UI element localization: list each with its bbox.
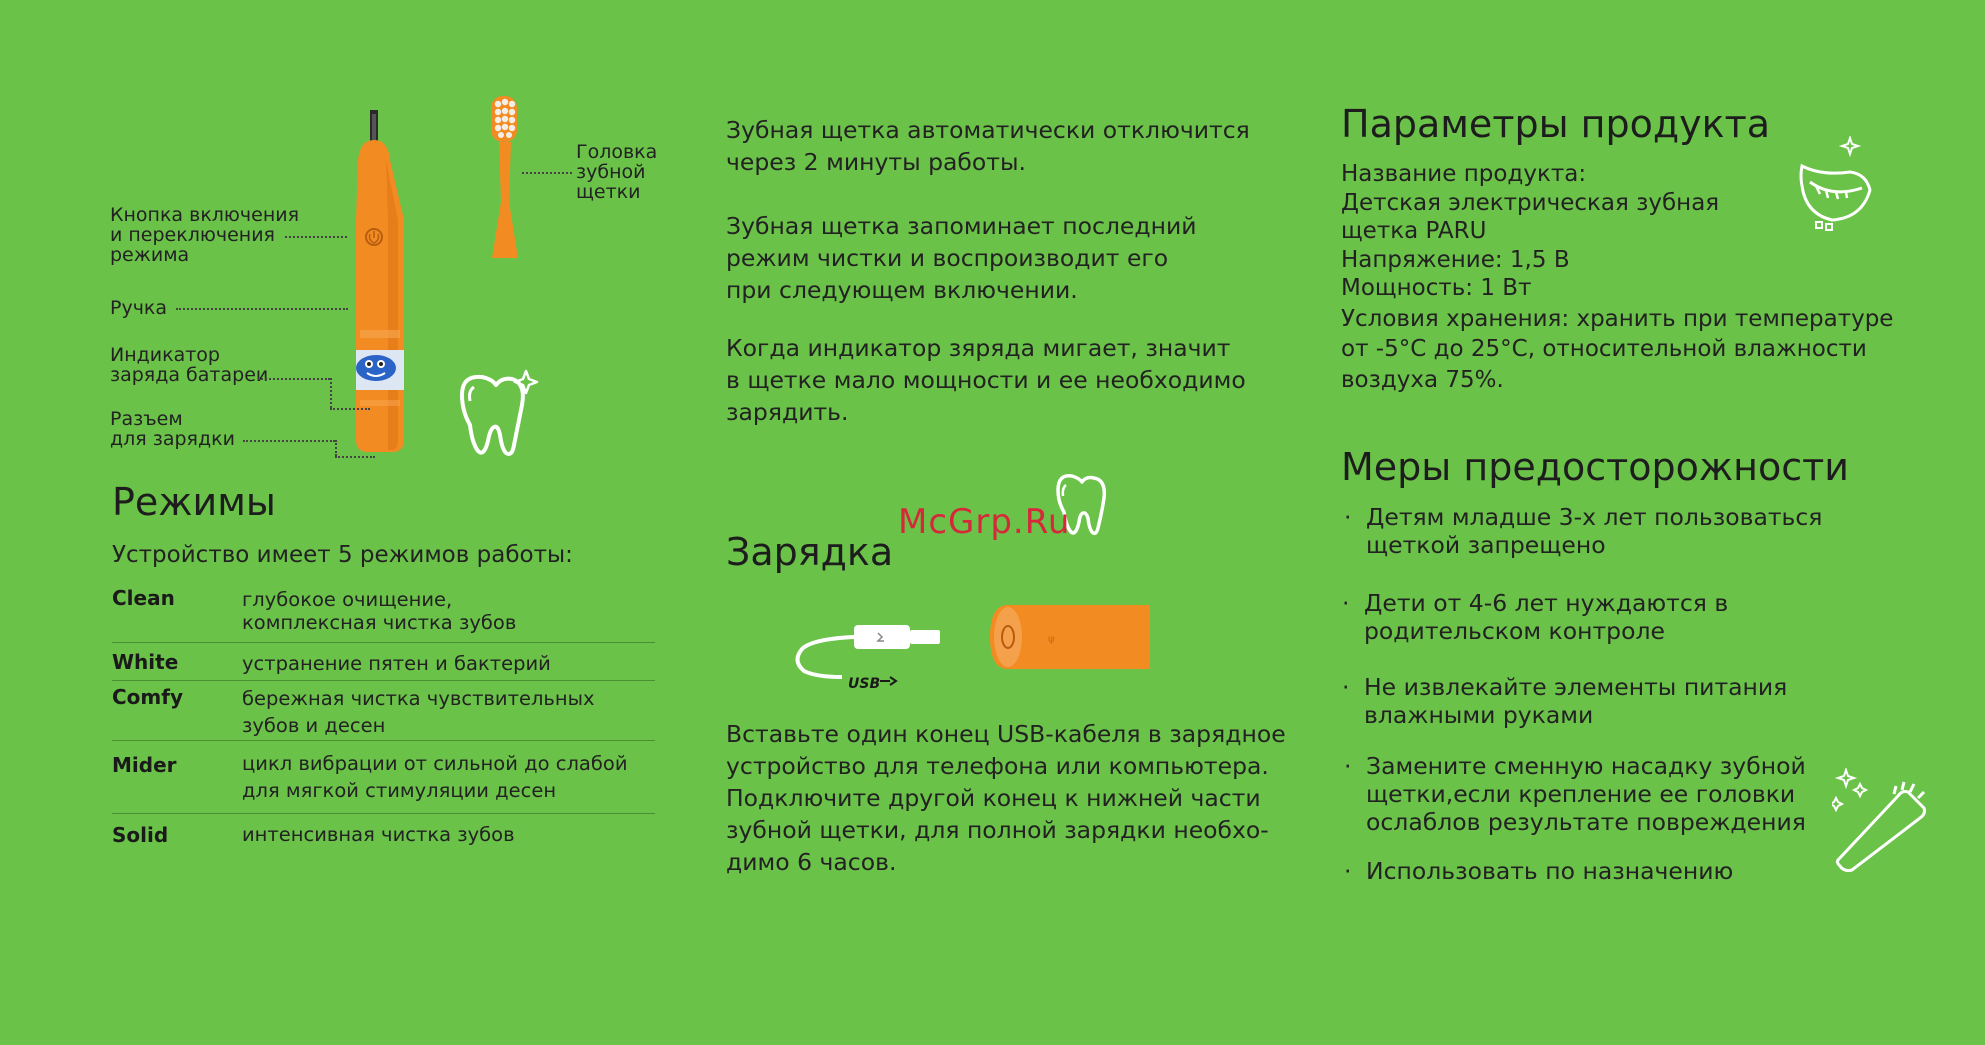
precaution-item — [1344, 503, 1823, 559]
callout-line — [243, 440, 335, 442]
text-line: Дети от 4-6 лет нуждаются в — [1364, 589, 1729, 617]
bullet-dot: · — [1344, 752, 1352, 780]
params-title: Параметры продукта — [1341, 102, 1771, 146]
label-line: зубной — [576, 161, 646, 183]
bullet-dot: · — [1344, 857, 1352, 885]
mode-desc-line: бережная чистка чувствительных — [242, 687, 595, 710]
mode-name: Clean — [112, 586, 175, 610]
precaution-item — [1344, 752, 1806, 836]
precaution-item — [1342, 673, 1788, 729]
charging-text — [726, 718, 1286, 878]
mode-desc-line: цикл вибрации от сильной до слабой — [242, 752, 628, 775]
callout-line — [335, 456, 375, 458]
text-line: Название продукта: — [1341, 161, 1587, 187]
text-line: Вставьте один конец USB-кабеля в зарядное — [726, 720, 1286, 748]
label-line: Головка — [576, 141, 658, 163]
label-line: заряда батареи — [110, 364, 269, 386]
info-memory — [726, 210, 1197, 306]
mode-divider — [112, 813, 655, 814]
toothbrush-icon — [1832, 768, 1930, 872]
watermark: McGrp.Ru — [898, 502, 1071, 542]
text-line: ослаблов результате повреждения — [1366, 808, 1806, 836]
mode-divider — [112, 740, 655, 741]
text-line: зубной щетки, для полной зарядки необхо- — [726, 816, 1269, 844]
precaution-item — [1342, 589, 1729, 645]
label-line: и переключения — [110, 224, 275, 246]
text-line: щетка PARU — [1341, 218, 1487, 244]
callout-line — [522, 172, 572, 174]
label-battery-indicator — [110, 345, 268, 385]
text-line: при следующем включении. — [726, 276, 1078, 304]
text-line: Условия хранения: хранить при температуре — [1341, 305, 1894, 332]
usb-cable-illustration — [792, 615, 952, 695]
callout-line — [335, 440, 337, 456]
precaution-item — [1344, 857, 1734, 885]
text-line: через 2 минуты работы. — [726, 148, 1026, 176]
text-line: Замените сменную насадку зубной — [1366, 752, 1806, 780]
callout-line — [258, 378, 330, 380]
text-line: в щетке мало мощности и ее необходимо — [726, 366, 1246, 394]
callout-line — [330, 408, 370, 410]
text-line: щеткой запрещено — [1366, 531, 1606, 559]
text-line: Мощность: 1 Вт — [1341, 275, 1532, 301]
text-line: воздуха 75%. — [1341, 366, 1504, 393]
mode-desc-line: глубокое очищение, — [242, 588, 453, 611]
mode-desc — [242, 650, 551, 677]
bullet-dot: · — [1344, 503, 1352, 531]
tooth-sparkle-icon — [452, 365, 542, 465]
label-brush-head — [576, 142, 657, 202]
label-charging-port — [110, 409, 235, 449]
modes-intro: Устройство имеет 5 режимов работы: — [112, 542, 573, 568]
mode-name: White — [112, 650, 179, 674]
toothbrush-illustration — [330, 100, 430, 470]
label-line: Кнопка включения — [110, 204, 300, 226]
text-line: родительском контроле — [1364, 617, 1665, 645]
label-line: Индикатор — [110, 344, 220, 366]
label-line: Разъем — [110, 408, 183, 430]
callout-line — [176, 308, 348, 310]
mode-name: Solid — [112, 823, 169, 847]
text-line: щетки,если крепление ее головки — [1366, 780, 1796, 808]
mode-desc-line: комплексная чистка зубов — [242, 611, 517, 634]
text-line: Не извлекайте элементы питания — [1364, 673, 1788, 701]
mode-desc — [242, 586, 516, 636]
label-handle: Ручка — [110, 297, 168, 319]
label-power-button — [110, 205, 299, 265]
mode-divider — [112, 680, 655, 681]
mode-name: Comfy — [112, 685, 183, 709]
mode-name: Mider — [112, 753, 177, 777]
text-line: Когда индикатор зяряда мигает, значит — [726, 334, 1231, 362]
smile-icon — [1792, 136, 1872, 236]
text-line: Детям младше 3-х лет пользоваться — [1366, 503, 1823, 531]
callout-line — [330, 378, 332, 408]
callout-line — [285, 236, 347, 238]
text-line: Напряжение: 1,5 В — [1341, 246, 1570, 273]
mode-desc-line: зубов и десен — [242, 714, 386, 737]
mode-desc — [242, 821, 515, 848]
info-auto-off — [726, 114, 1250, 178]
text-line: от -5°С до 25°С, относительной влажности — [1341, 336, 1867, 362]
bullet-dot: · — [1342, 589, 1350, 617]
text-line: устройство для телефона или компьютера. — [726, 752, 1269, 780]
text-line: влажными руками — [1364, 701, 1594, 729]
mode-desc — [242, 685, 595, 739]
text-line: зарядить. — [726, 398, 849, 426]
mode-desc — [242, 750, 628, 804]
usb-logo: USB — [848, 676, 881, 692]
label-line: режима — [110, 244, 190, 266]
mode-divider — [112, 642, 655, 643]
brush-bottom-illustration — [990, 602, 1152, 672]
mode-desc-line: для мягкой стимуляции десен — [242, 779, 557, 802]
text-line: режим чистки и воспроизводит его — [726, 244, 1169, 272]
text-line: димо 6 часов. — [726, 848, 897, 876]
brush-head-illustration — [485, 92, 525, 262]
svg-text:ψ: ψ — [1048, 634, 1055, 645]
modes-title: Режимы — [112, 480, 276, 524]
text-line: Подключите другой конец к нижней части — [726, 784, 1261, 812]
text-line: Зубная щетка автоматически отключится — [726, 116, 1250, 144]
info-low-battery — [726, 332, 1246, 428]
text-line: Зубная щетка запоминает последний — [726, 212, 1197, 240]
mode-desc-line: устранение пятен и бактерий — [242, 652, 551, 675]
precautions-title: Меры предосторожности — [1341, 445, 1849, 489]
text-line: Использовать по назначению — [1366, 857, 1734, 885]
charging-title: Зарядка — [726, 530, 894, 574]
text-line: Детская электрическая зубная — [1341, 189, 1720, 216]
bullet-dot: · — [1342, 673, 1350, 701]
mode-desc-line: интенсивная чистка зубов — [242, 823, 515, 846]
label-line: для зарядки — [110, 428, 235, 450]
label-line: щетки — [576, 181, 641, 203]
